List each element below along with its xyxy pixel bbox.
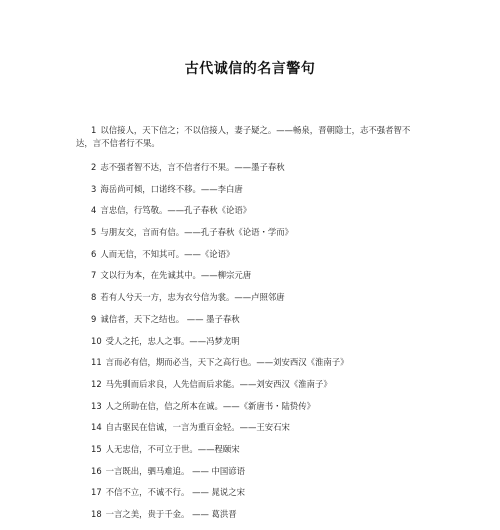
list-item xyxy=(0,124,432,161)
list-item xyxy=(0,421,500,443)
item-text: 海岳尚可倾，口诺终不移。——李白唐 xyxy=(100,183,243,194)
list-item xyxy=(0,356,500,378)
item-number: 5 xyxy=(91,227,97,238)
list-item xyxy=(0,183,500,205)
item-text: 言忠信，行笃敬。——孔子春秋《论语》 xyxy=(100,205,252,216)
item-number: 4 xyxy=(91,205,97,216)
item-text-continued: 达，言不信者行不果。 xyxy=(76,138,160,148)
item-text: 人无忠信，不可立于世。——程颐宋 xyxy=(105,443,240,454)
item-text: 言而必有信，期而必当，天下之高行也。——刘安西汉《淮南子》 xyxy=(105,357,349,368)
item-number: 18 xyxy=(91,509,102,519)
item-number: 3 xyxy=(91,183,97,194)
item-text: 若有人兮天一方，忠为衣兮信为裳。——卢照邻唐 xyxy=(100,292,285,303)
item-number: 10 xyxy=(91,335,102,346)
item-text: 不信不立，不诚不行。 —— 晁说之宋 xyxy=(105,487,245,498)
item-number: 13 xyxy=(91,400,102,411)
item-number: 6 xyxy=(91,248,97,259)
item-text: 志不强者智不达，言不信者行不果。——墨子春秋 xyxy=(100,162,285,172)
list-item xyxy=(0,161,500,183)
list-item xyxy=(0,269,500,291)
list-item xyxy=(0,443,500,465)
item-number: 11 xyxy=(91,357,102,368)
item-number: 12 xyxy=(91,378,102,389)
item-text: 人之所助在信，信之所本在诚。——《新唐书・陆贽传》 xyxy=(105,400,316,411)
list-item xyxy=(0,508,500,530)
list-item xyxy=(0,335,500,357)
list-item xyxy=(0,378,500,400)
item-number: 7 xyxy=(91,270,97,281)
item-text: 一言既出，驷马难追。 —— 中国谚语 xyxy=(105,465,245,476)
list-item xyxy=(0,204,500,226)
list-item xyxy=(0,291,500,313)
quote-list xyxy=(0,124,500,530)
item-number: 16 xyxy=(91,465,102,476)
item-number: 14 xyxy=(91,422,102,433)
item-text: 受人之托，忠人之事。——冯梦龙明 xyxy=(105,335,240,346)
item-text: 以信接人，天下信之；不以信接人，妻子疑之。——畅泉，晋朝隐士，志不强者智不 xyxy=(100,125,411,135)
item-number: 8 xyxy=(91,292,97,303)
item-number: 2 xyxy=(91,162,97,172)
page-title: 古代诚信的名言警句 xyxy=(184,61,316,77)
item-text: 一言之美，贵于千金。 —— 葛洪晋 xyxy=(105,509,237,519)
list-item xyxy=(0,400,500,422)
list-item xyxy=(0,226,500,248)
item-text: 文以行为本，在先诚其中。——柳宗元唐 xyxy=(100,270,252,281)
item-number: 17 xyxy=(91,487,102,498)
item-text: 马先驯而后求良，人先信而后求能。——刘安西汉《淮南子》 xyxy=(105,378,332,389)
item-text: 自古驱民在信诚，一言为重百金轻。——王安石宋 xyxy=(105,422,290,433)
item-text: 与朋友交，言而有信。——孔子春秋《论语・学而》 xyxy=(100,227,293,238)
item-number: 9 xyxy=(91,313,97,324)
list-item xyxy=(0,313,500,335)
item-text: 诚信者，天下之结也。 —— 墨子春秋 xyxy=(100,313,240,324)
item-text: 人而无信，不知其可。——《论语》 xyxy=(100,248,235,259)
list-item xyxy=(0,486,500,508)
item-number: 15 xyxy=(91,443,102,454)
item-number: 1 xyxy=(91,125,97,135)
list-item xyxy=(0,248,500,270)
list-item xyxy=(0,465,500,487)
